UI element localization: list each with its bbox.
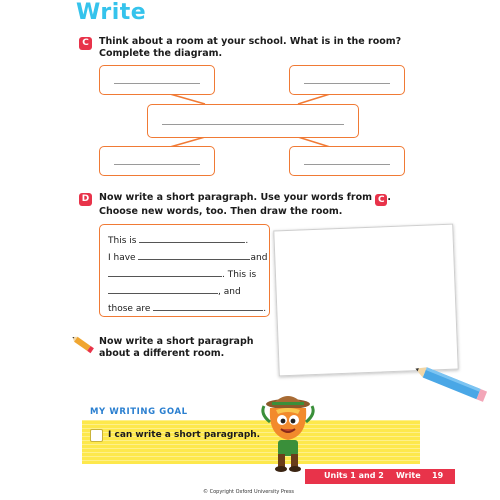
diagram-box-bottom-left[interactable] xyxy=(99,146,215,176)
paragraph-text: This is xyxy=(108,236,137,246)
goal-checkbox[interactable] xyxy=(90,429,103,442)
paragraph-text: those are xyxy=(108,304,151,314)
section-d-instruction xyxy=(99,192,391,218)
diagram-box-top-left[interactable] xyxy=(99,65,215,95)
diagram-box-top-right[interactable] xyxy=(289,65,405,95)
writing-line xyxy=(114,164,200,165)
pencil-illustration-icon xyxy=(412,360,492,410)
writing-line xyxy=(162,124,344,125)
section-d-instruction-period: . xyxy=(387,192,391,203)
extra-task-instruction xyxy=(99,336,254,360)
diagram-box-center[interactable] xyxy=(147,104,359,138)
drawing-area[interactable] xyxy=(273,224,458,377)
writing-line xyxy=(304,83,390,84)
paragraph-blank[interactable] xyxy=(139,234,245,243)
section-d-instruction-line1 xyxy=(99,192,391,206)
paragraph-blank[interactable] xyxy=(153,302,263,311)
paragraph-line-1 xyxy=(108,234,248,246)
writing-line xyxy=(304,164,390,165)
section-d-badge: D xyxy=(79,193,92,206)
section-c-instruction-line1: Think about a room at your school. What is in the room? xyxy=(99,36,402,47)
section-d-instruction-text: Now write a short paragraph. Use your words from xyxy=(99,192,373,203)
paragraph-line-2 xyxy=(108,251,267,263)
paragraph-blank[interactable] xyxy=(108,268,222,277)
footer-units: Units 1 and 2 xyxy=(324,471,384,480)
paragraph-blank[interactable] xyxy=(108,285,218,294)
section-c-reference-badge: C xyxy=(375,194,387,206)
paragraph-line-3 xyxy=(108,268,256,280)
extra-task-line2: about a different room. xyxy=(99,348,225,359)
paragraph-text: and xyxy=(250,253,268,263)
paragraph-text: . xyxy=(245,236,249,246)
paragraph-text: . xyxy=(263,304,267,314)
section-c-badge: C xyxy=(79,37,92,50)
footer-section: Write xyxy=(396,471,421,480)
paragraph-line-4 xyxy=(108,285,241,297)
page-number: 19 xyxy=(432,471,444,480)
section-d-instruction-line2: Choose new words, too. Then draw the room. xyxy=(99,206,343,217)
paragraph-text: . This is xyxy=(222,270,257,280)
writing-line xyxy=(114,83,200,84)
extra-task-line1: Now write a short paragraph xyxy=(99,336,254,347)
copyright-notice: © Copyright Oxford University Press xyxy=(203,489,295,495)
mascot-character-icon xyxy=(256,392,320,474)
section-c-instruction-line2: Complete the diagram. xyxy=(99,48,223,59)
paragraph-blank[interactable] xyxy=(138,251,250,260)
paragraph-text: , and xyxy=(218,287,241,297)
diagram-box-bottom-right[interactable] xyxy=(289,146,405,176)
paragraph-line-5 xyxy=(108,302,266,314)
page-title: Write xyxy=(76,0,147,25)
paragraph-text: I have xyxy=(108,253,136,263)
goal-item-text: I can write a short paragraph. xyxy=(108,430,261,440)
pencil-icon xyxy=(70,333,98,357)
connector-top-right xyxy=(298,94,330,104)
connector-top-left xyxy=(170,94,205,104)
writing-goal-title: MY WRITING GOAL xyxy=(82,404,420,420)
